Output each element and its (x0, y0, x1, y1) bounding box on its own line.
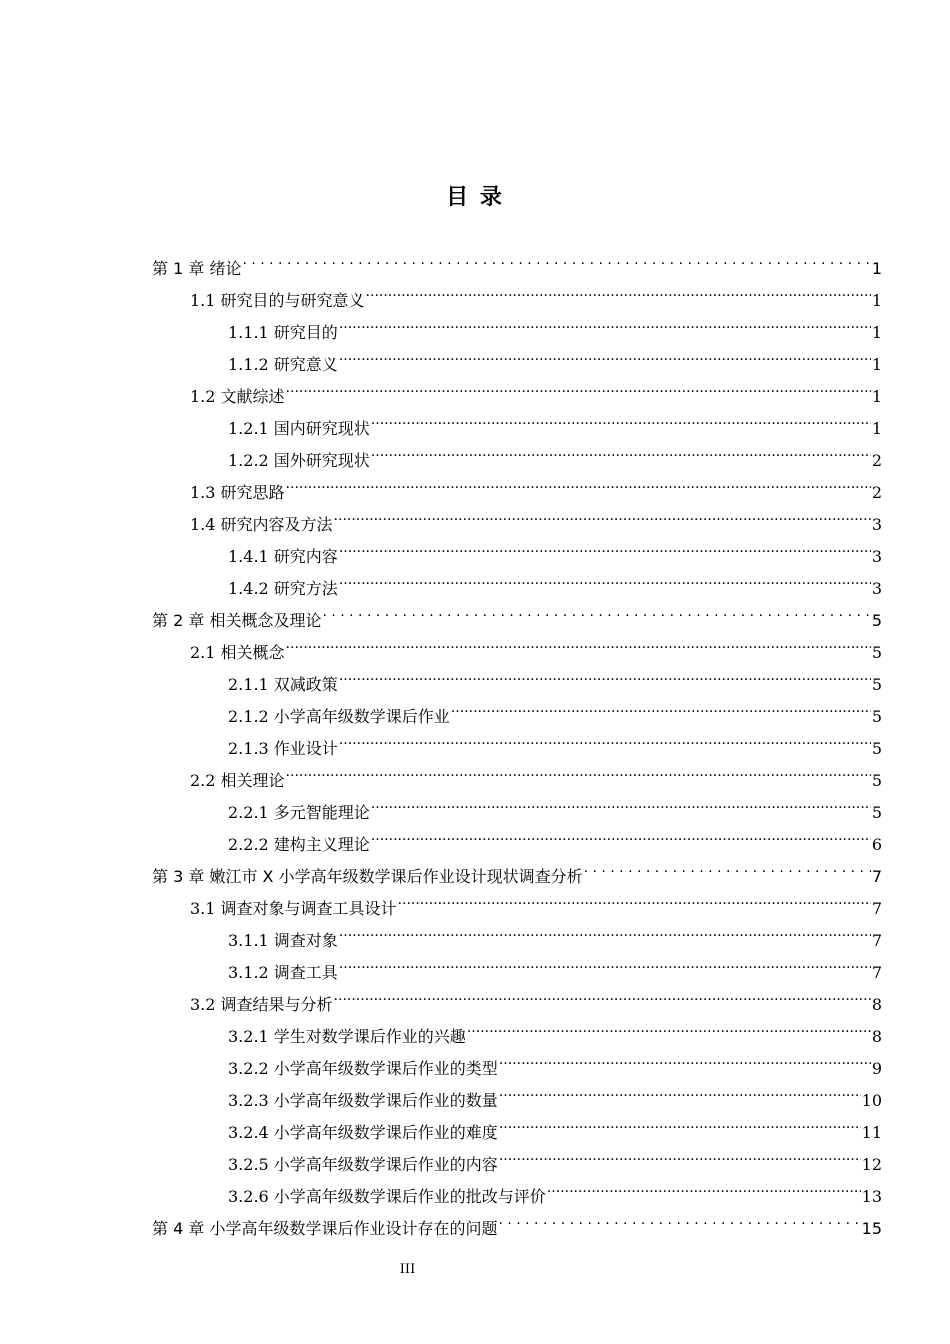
toc-entry-page: 1 (871, 291, 882, 310)
toc-entry-label: 第 1 章 绪论 (152, 259, 242, 278)
toc-entry-page: 5 (871, 675, 882, 694)
dot-leader (499, 1138, 861, 1170)
toc-entry-page: 3 (871, 547, 882, 566)
dot-leader (286, 370, 871, 402)
dot-leader (499, 1042, 871, 1074)
toc-entry-label: 3.2.6 小学高年级数学课后作业的批改与评价 (228, 1187, 546, 1206)
toc-entry-page: 5 (871, 643, 882, 662)
dot-leader (339, 306, 871, 338)
toc-entry-page: 1 (871, 355, 882, 374)
toc-entry-label: 3.2.2 小学高年级数学课后作业的类型 (228, 1059, 498, 1078)
toc-entry-page: 7 (871, 963, 882, 982)
toc-entry-label: 第 3 章 嫩江市 X 小学高年级数学课后作业设计现状调查分析 (152, 867, 583, 886)
dot-leader (339, 658, 871, 690)
toc-entry-page: 15 (861, 1219, 882, 1238)
toc-entry-page: 3 (871, 579, 882, 598)
toc-entry-label: 3.1.1 调查对象 (228, 931, 338, 950)
toc-entry-label: 2.1 相关概念 (190, 643, 285, 662)
toc-entry-label: 1.1.1 研究目的 (228, 323, 338, 342)
toc-entry-page: 7 (871, 867, 882, 886)
toc-entry-label: 3.2.4 小学高年级数学课后作业的难度 (228, 1123, 498, 1142)
toc-entry-label: 1.4 研究内容及方法 (190, 515, 333, 534)
dot-leader (339, 914, 871, 946)
dot-leader (371, 402, 871, 434)
toc-entry-label: 1.3 研究思路 (190, 483, 285, 502)
toc-entry-page: 8 (871, 995, 882, 1014)
page-number: III (399, 1262, 416, 1277)
toc-entry-page: 5 (871, 707, 882, 726)
toc-entry-page: 10 (861, 1091, 882, 1110)
dot-leader (339, 722, 871, 754)
toc-entry-page: 2 (871, 451, 882, 470)
dot-leader (371, 786, 871, 818)
toc-entry-label: 1.4.2 研究方法 (228, 579, 338, 598)
dot-leader (339, 338, 871, 370)
toc-entry[interactable] (152, 274, 882, 310)
toc-entry-label: 1.1.2 研究意义 (228, 355, 338, 374)
toc-entry-page: 3 (871, 515, 882, 534)
toc-entry-page: 5 (871, 739, 882, 758)
toc-entry-page: 5 (871, 611, 882, 630)
toc-entry-label: 2.2.1 多元智能理论 (228, 803, 370, 822)
dot-leader (371, 818, 871, 850)
toc-entry-label: 1.4.1 研究内容 (228, 547, 338, 566)
toc-entry-label: 3.1 调查对象与调查工具设计 (190, 899, 397, 918)
table-of-contents (152, 242, 882, 1238)
toc-entry-label: 2.1.1 双减政策 (228, 675, 338, 694)
toc-entry-page: 7 (871, 931, 882, 950)
dot-leader (499, 1106, 861, 1138)
toc-entry-page: 12 (861, 1155, 882, 1174)
toc-entry-label: 1.2.2 国外研究现状 (228, 451, 370, 470)
dot-leader (398, 882, 871, 914)
dot-leader (322, 594, 870, 626)
toc-entry-label: 2.2 相关理论 (190, 771, 285, 790)
toc-entry-label: 3.2.5 小学高年级数学课后作业的内容 (228, 1155, 498, 1174)
dot-leader (286, 626, 871, 658)
toc-entry[interactable] (152, 242, 882, 278)
dot-leader (451, 690, 871, 722)
dot-leader (467, 1010, 871, 1042)
dot-leader (286, 754, 871, 786)
toc-entry-label: 3.2 调查结果与分析 (190, 995, 333, 1014)
toc-entry-label: 1.2.1 国内研究现状 (228, 419, 370, 438)
toc-entry-label: 3.2.1 学生对数学课后作业的兴趣 (228, 1027, 466, 1046)
dot-leader (334, 978, 871, 1010)
toc-entry-label: 2.1.2 小学高年级数学课后作业 (228, 707, 450, 726)
toc-entry-page: 5 (871, 771, 882, 790)
toc-entry-label: 3.1.2 调查工具 (228, 963, 338, 982)
dot-leader (371, 434, 871, 466)
toc-entry-label: 第 4 章 小学高年级数学课后作业设计存在的问题 (152, 1219, 498, 1238)
toc-entry-label: 1.1 研究目的与研究意义 (190, 291, 365, 310)
toc-entry-page: 6 (871, 835, 882, 854)
dot-leader (584, 850, 871, 882)
toc-entry-label: 2.1.3 作业设计 (228, 739, 338, 758)
toc-entry-page: 1 (871, 419, 882, 438)
toc-entry-page: 9 (871, 1059, 882, 1078)
toc-entry-page: 1 (871, 387, 882, 406)
toc-entry-label: 1.2 文献综述 (190, 387, 285, 406)
dot-leader (286, 466, 871, 498)
toc-entry-page: 5 (871, 803, 882, 822)
dot-leader (547, 1170, 861, 1202)
dot-leader (499, 1074, 861, 1106)
dot-leader (366, 274, 871, 306)
toc-entry-page: 8 (871, 1027, 882, 1046)
toc-entry-label: 2.2.2 建构主义理论 (228, 835, 370, 854)
toc-entry-page: 7 (871, 899, 882, 918)
toc-entry-page: 1 (871, 259, 882, 278)
toc-title: 目 录 (446, 185, 504, 210)
dot-leader (339, 946, 871, 978)
dot-leader (498, 1202, 860, 1234)
toc-entry-label: 第 2 章 相关概念及理论 (152, 611, 322, 630)
toc-entry-page: 11 (861, 1123, 882, 1142)
toc-entry-page: 13 (861, 1187, 882, 1206)
dot-leader (242, 242, 870, 274)
dot-leader (339, 562, 871, 594)
dot-leader (339, 530, 871, 562)
toc-entry-page: 1 (871, 323, 882, 342)
toc-entry-page: 2 (871, 483, 882, 502)
toc-entry-label: 3.2.3 小学高年级数学课后作业的数量 (228, 1091, 498, 1110)
dot-leader (334, 498, 871, 530)
